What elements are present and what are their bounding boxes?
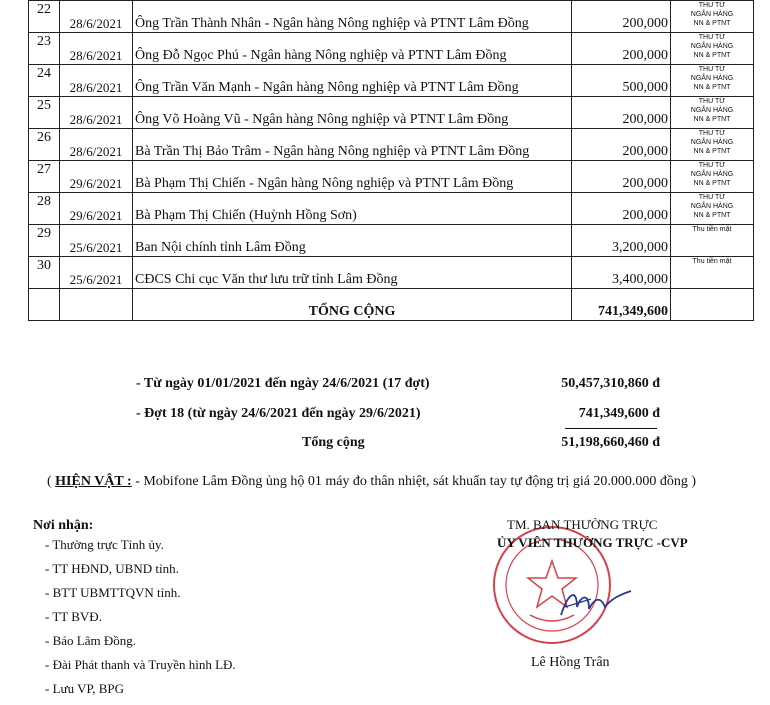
row-note-line: THU TỪ [698, 66, 726, 73]
table-row [29, 129, 754, 161]
row-number: 25 [29, 97, 60, 129]
recipient-item: - Báo Lâm Đồng. [45, 633, 136, 648]
row-amount: 500,000 [572, 65, 671, 97]
row-description: Ông Trần Văn Mạnh - Ngân hàng Nông nghiệp và PTNT Lâm Đồng [133, 65, 572, 97]
summary-total-value: 51,198,660,460 đ [561, 435, 660, 450]
table-row [29, 193, 754, 225]
row-note-line: THU TỪ [698, 98, 726, 105]
row-note-line: NGÂN HÀNG [690, 75, 734, 82]
table-row [29, 1, 754, 33]
summary-underline [565, 428, 657, 429]
total-row [29, 289, 754, 321]
row-note-line: NN & PTNT [693, 212, 731, 219]
row-note-line: NGÂN HÀNG [690, 139, 734, 146]
row-number: 29 [29, 225, 60, 257]
table-row [29, 65, 754, 97]
row-note [671, 257, 754, 289]
table-row [29, 257, 754, 289]
in-kind-label: HIỆN VẬT : [55, 474, 132, 489]
table-row [29, 33, 754, 65]
row-note-line: NGÂN HÀNG [690, 43, 734, 50]
row-note [671, 1, 754, 33]
row-note-line: NGÂN HÀNG [690, 171, 734, 178]
row-date: 29/6/2021 [60, 193, 133, 225]
row-description: Ông Đỗ Ngọc Phú - Ngân hàng Nông nghiệp và PTNT Lâm Đồng [133, 33, 572, 65]
in-kind-open: ( [47, 474, 56, 489]
row-amount: 200,000 [572, 129, 671, 161]
row-note-line: NN & PTNT [693, 20, 731, 27]
row-amount: 200,000 [572, 161, 671, 193]
table-row [29, 225, 754, 257]
total-amount: 741,349,600 [572, 289, 671, 321]
row-number: 30 [29, 257, 60, 289]
row-date: 29/6/2021 [60, 161, 133, 193]
row-date: 28/6/2021 [60, 65, 133, 97]
row-number: 27 [29, 161, 60, 193]
row-note-line: NGÂN HÀNG [690, 107, 734, 114]
row-date: 25/6/2021 [60, 257, 133, 289]
table-row [29, 97, 754, 129]
row-amount: 200,000 [572, 193, 671, 225]
row-date: 28/6/2021 [60, 129, 133, 161]
row-description: Bà Trần Thị Bảo Trâm - Ngân hàng Nông nghiệp và PTNT Lâm Đồng [133, 129, 572, 161]
row-amount: 200,000 [572, 97, 671, 129]
signer-name: Lê Hồng Trân [531, 655, 610, 670]
recipients-list [45, 537, 236, 705]
row-note [671, 33, 754, 65]
row-note-line: THU TỪ [698, 2, 726, 9]
row-description: Bà Phạm Thị Chiến - Ngân hàng Nông nghiệp và PTNT Lâm Đồng [133, 161, 572, 193]
donations-table [28, 0, 754, 321]
row-note-line: THU TỪ [698, 34, 726, 41]
recipient-item: - TT BVĐ. [45, 609, 102, 624]
row-description: Ông Võ Hoàng Vũ - Ngân hàng Nông nghiệp và PTNT Lâm Đồng [133, 97, 572, 129]
row-note [671, 129, 754, 161]
row-amount: 3,200,000 [572, 225, 671, 257]
summary-total-label: Tổng cộng [302, 435, 365, 450]
row-note-line: THU TỪ [698, 162, 726, 169]
row-note-line: Thu tiền mặt [692, 258, 732, 265]
row-note-line: NGÂN HÀNG [690, 11, 734, 18]
table-row [29, 161, 754, 193]
row-date: 28/6/2021 [60, 1, 133, 33]
row-description: Ban Nội chính tỉnh Lâm Đồng [133, 225, 572, 257]
in-kind-note [47, 474, 696, 490]
row-number: 28 [29, 193, 60, 225]
row-note-line: NN & PTNT [693, 84, 731, 91]
row-note-line: THU TỪ [698, 130, 726, 137]
row-note-line: NGÂN HÀNG [690, 203, 734, 210]
row-note-line: NN & PTNT [693, 52, 731, 59]
summary-prev-label: - Từ ngày 01/01/2021 đến ngày 24/6/2021 (17 đợt) [136, 376, 430, 391]
row-note [671, 225, 754, 257]
handwritten-signature [555, 585, 635, 625]
row-note-line: NN & PTNT [693, 180, 731, 187]
row-note-line: NN & PTNT [693, 148, 731, 155]
signature-line1: TM. BAN THƯỜNG TRỰC [507, 517, 658, 532]
row-note-line: NN & PTNT [693, 116, 731, 123]
row-date: 28/6/2021 [60, 33, 133, 65]
recipient-item: - TT HĐND, UBND tỉnh. [45, 561, 179, 576]
row-amount: 200,000 [572, 1, 671, 33]
row-note [671, 161, 754, 193]
recipient-item: - Thường trực Tỉnh ủy. [45, 537, 164, 552]
row-note [671, 97, 754, 129]
signature-line2: ỦY VIÊN THƯỜNG TRỰC -CVP [497, 535, 688, 550]
recipient-item: - Lưu VP, BPG [45, 681, 125, 696]
recipients-title: Nơi nhận: [33, 518, 94, 533]
row-description: Ông Trần Thành Nhân - Ngân hàng Nông nghiệp và PTNT Lâm Đồng [133, 1, 572, 33]
recipient-item: - BTT UBMTTQVN tỉnh. [45, 585, 181, 600]
in-kind-text: - Mobifone Lâm Đồng ủng hộ 01 máy đo thân nhiệt, sát khuẩn tay tự động trị giá 20.000.000 đồng ) [131, 474, 697, 489]
summary-batch-value: 741,349,600 đ [578, 406, 660, 421]
row-number: 23 [29, 33, 60, 65]
row-note [671, 65, 754, 97]
total-label: TỔNG CỘNG [133, 289, 572, 321]
row-amount: 3,400,000 [572, 257, 671, 289]
row-note [671, 193, 754, 225]
row-number: 22 [29, 1, 60, 33]
row-amount: 200,000 [572, 33, 671, 65]
summary-batch-label: - Đợt 18 (từ ngày 24/6/2021 đến ngày 29/6/2021) [136, 406, 421, 421]
row-number: 26 [29, 129, 60, 161]
row-number: 24 [29, 65, 60, 97]
total-note-cell [671, 289, 754, 321]
row-description: CĐCS Chi cục Văn thư lưu trữ tỉnh Lâm Đồng [133, 257, 572, 289]
total-stt-cell [29, 289, 60, 321]
summary-prev-value: 50,457,310,860 đ [561, 376, 660, 391]
row-date: 25/6/2021 [60, 225, 133, 257]
row-date: 28/6/2021 [60, 97, 133, 129]
total-date-cell [60, 289, 133, 321]
row-description: Bà Phạm Thị Chiến (Huỳnh Hồng Sơn) [133, 193, 572, 225]
row-note-line: THU TỪ [698, 194, 726, 201]
recipient-item: - Đài Phát thanh và Truyền hình LĐ. [45, 657, 236, 672]
row-note-line: Thu tiền mặt [692, 226, 732, 233]
